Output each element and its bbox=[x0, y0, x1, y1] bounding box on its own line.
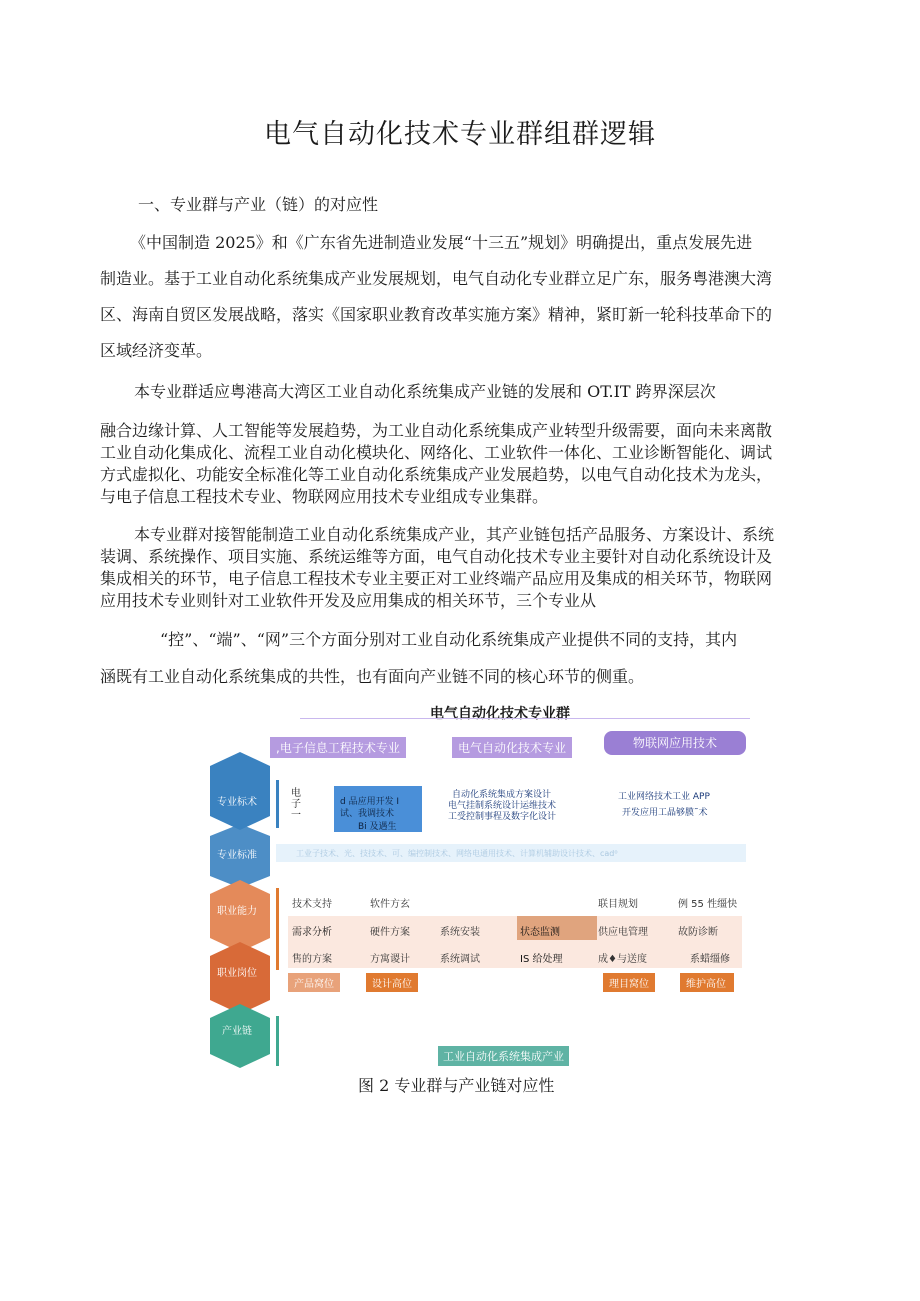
ability-cell: 故防诊断 bbox=[678, 927, 718, 938]
para4-line: 涵既有工业自动化系统集成的共性，也有面向产业链不同的核心环节的侧重。 bbox=[100, 667, 645, 686]
standards-text: 工业子技术、光、技技术、可、编控制技术、网络电通用技术、计算机辅助设计技术、cad⁰ bbox=[296, 849, 618, 858]
major-label-electronics: ,电子信息工程技术专业 bbox=[270, 737, 406, 758]
ability-cell: 技术支持 bbox=[292, 899, 332, 910]
chevron-label: 职业岗位 bbox=[217, 968, 257, 979]
col1-side-char: 电 bbox=[291, 788, 301, 799]
ability-band bbox=[288, 916, 742, 968]
col3-tech-line: 开发应用工晶够膜˜术 bbox=[622, 808, 708, 818]
para2-line: 融合边缘计算、人工智能等发展趋势，为工业自动化系统集成产业转型升级需要，面向未来离散 bbox=[100, 421, 773, 440]
para1-line: 区域经济变革。 bbox=[100, 341, 213, 360]
ability-cell: 成♦与送度 bbox=[598, 954, 647, 965]
para2-line: 本专业群适应粤港高大湾区工业自动化系统集成产业链的发展和 OT.IT 跨界深层次 bbox=[134, 382, 716, 401]
major-label-electrical: 电气自动化技术专业 bbox=[452, 737, 572, 758]
para3-line: 集成相关的环节，电子信息工程技术专业主要正对工业终端产品应用及集成的相关环节，物联网 bbox=[100, 569, 773, 588]
para1-line: 《中国制造 2025》和《广东省先进制造业发展“十三五”规划》明确提出，重点发展先进 bbox=[130, 233, 753, 252]
col3-tech-line: 工业网络技术工业 APP bbox=[618, 792, 710, 802]
para2-line: 方式虚拟化、功能安全标准化等工业自动化系统集成产业发展趋势，以电气自动化技术为龙头， bbox=[100, 465, 773, 484]
major-label-iot: 物联网应用技术 bbox=[604, 731, 746, 755]
chevron-label: 专业标准 bbox=[217, 850, 257, 861]
industry-label: 工业自动化系统集成产业 bbox=[438, 1046, 569, 1066]
ability-cell: IS 给处理 bbox=[520, 954, 563, 965]
para3-line: 装调、系统操作、项目实施、系统运维等方面，电气自动化技术专业主要针对自动化系统设计及 bbox=[100, 547, 773, 566]
section-heading: 一、专业群与产业（链）的对应性 bbox=[138, 195, 379, 214]
col1-tech-line: d 品应用开发 I bbox=[340, 797, 400, 807]
para3-line: 本专业群对接智能制造工业自动化系统集成产业，其产业链包括产品服务、方案设计、系统 bbox=[134, 525, 775, 544]
position-tag: 设计高位 bbox=[366, 973, 418, 992]
col2-tech-line: 电气挂制系统设计运维技术 bbox=[448, 801, 557, 811]
figure-caption: 图 2 专业群与产业链对应性 bbox=[358, 1076, 555, 1095]
col2-tech-line: 自动化系统集成方案设计 bbox=[452, 790, 552, 800]
col1-tech-line: Bi 及遇生 bbox=[358, 822, 397, 832]
position-tag: 理目窝位 bbox=[603, 973, 655, 992]
ability-cell: 方寓谡计 bbox=[370, 954, 410, 965]
col2-tech-line: 工受控制事程及数字化设计 bbox=[448, 812, 557, 822]
col1-side-text bbox=[291, 788, 301, 821]
col1-bracket bbox=[276, 780, 329, 828]
col1-side-char: 子 bbox=[291, 799, 301, 810]
ability-cell: 软件方玄 bbox=[370, 899, 410, 910]
chevron-label: 专业标术 bbox=[217, 797, 257, 808]
chevron-shape-1 bbox=[210, 752, 270, 830]
position-tag: 维护高位 bbox=[680, 973, 734, 992]
diagram-title: 电气自动化技术专业群 bbox=[430, 706, 570, 722]
col1-tech-line: 试、我调技术 bbox=[340, 809, 395, 819]
industry-bracket bbox=[276, 1016, 299, 1066]
page-title: 电气自动化技术专业群组群逻辑 bbox=[264, 119, 656, 150]
ability-cell: 系蜡缰修 bbox=[690, 954, 730, 965]
para2-line: 工业自动化集成化、流程工业自动化模块化、网络化、工业软件一体化、工业诊断智能化、调试 bbox=[100, 443, 773, 462]
chevron-label: 产业链 bbox=[222, 1026, 252, 1037]
ability-cell: 供应电管理 bbox=[598, 927, 648, 938]
ability-cell: 硬件方案 bbox=[370, 927, 410, 938]
para1-line: 区、海南自贸区发展战略，落实《国家职业教育改革实施方案》精神，紧盯新一轮科技革命下的 bbox=[100, 305, 773, 324]
ability-cell: 例 55 性缰快 bbox=[678, 899, 738, 910]
ability-cell: 系统调试 bbox=[440, 954, 480, 965]
ability-cell: 状态监测 bbox=[520, 927, 560, 938]
col1-side-char: 一 bbox=[291, 810, 301, 821]
ability-cell: 联目规划 bbox=[598, 899, 638, 910]
para1-line: 制造业。基于工业自动化系统集成产业发展规划，电气自动化专业群立足广东，服务粤港澳大湾 bbox=[100, 269, 773, 288]
ability-cell: 需求分析 bbox=[292, 927, 332, 938]
ability-cell: 系统安装 bbox=[440, 927, 480, 938]
para2-line: 与电子信息工程技术专业、物联网应用技术专业组成专业集群。 bbox=[100, 487, 549, 506]
para3-line: 应用技术专业则针对工业软件开发及应用集成的相关环节，三个专业从 bbox=[100, 591, 597, 610]
ability-cell: 售的方案 bbox=[292, 954, 332, 965]
position-tag: 产品窝位 bbox=[288, 973, 340, 992]
chevron-label: 职业能力 bbox=[217, 906, 257, 917]
para4-line: “控”、“端”、“网”三个方面分别对工业自动化系统集成产业提供不同的支持，其内 bbox=[160, 630, 738, 649]
